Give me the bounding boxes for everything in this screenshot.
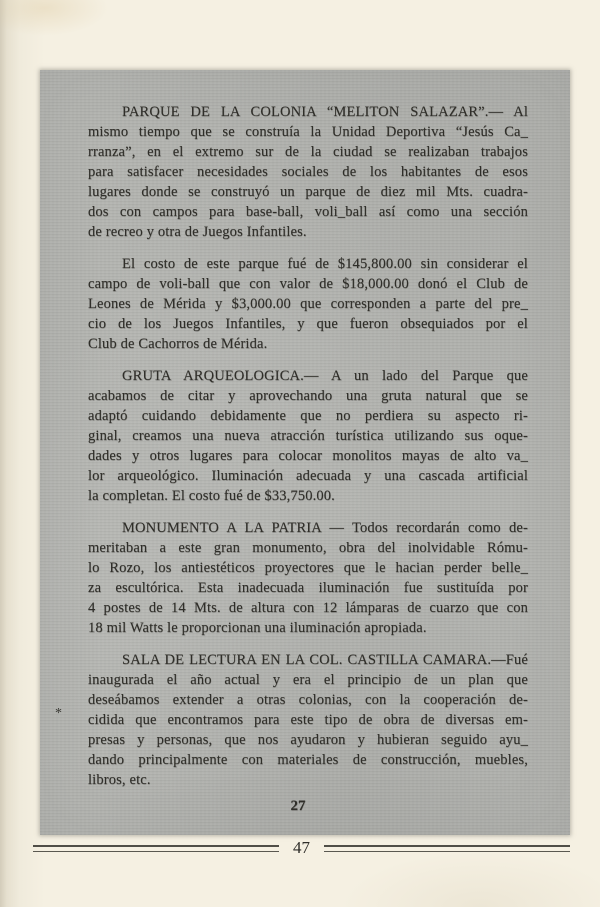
book-page-number: 47 xyxy=(293,838,310,857)
text-line: Leones de Mérida y $3,000.00 que corresponden a parte del pre_ xyxy=(88,296,528,312)
text-line: deseábamos extender a otras colonias, con la cooperación de- xyxy=(88,692,528,708)
text-line: lor arqueológico. Iluminación adecuada y una cascada artificial xyxy=(88,468,528,484)
text-line: inaugurada el año actual y era el principio de un plan que xyxy=(88,672,528,688)
book-folio xyxy=(33,840,570,857)
text-line: SALA DE LECTURA EN LA COL. CASTILLA CAMARA.—Fué xyxy=(122,652,528,668)
text-line: MONUMENTO A LA PATRIA — Todos recordarán como de- xyxy=(122,520,528,536)
folio-rule-left xyxy=(33,845,279,852)
text-line: GRUTA ARQUEOLOGICA.— A un lado del Parque que xyxy=(122,368,528,384)
paragraph xyxy=(88,102,528,242)
paragraph xyxy=(88,366,528,506)
text-line: El costo de este parque fué de $145,800.00 sin considerar el xyxy=(122,256,528,272)
margin-asterisk: * xyxy=(55,706,62,721)
text-line: acabamos de citar y aprovechando una gruta natural que se xyxy=(88,388,528,404)
text-line: para satisfacer necesidades sociales de los habitantes de esos xyxy=(88,164,528,180)
paragraph xyxy=(88,650,528,790)
text-line: dades y otros lugares para colocar monolitos mayas de alto va_ xyxy=(88,448,528,464)
text-line: de recreo y otra de Juegos Infantiles. xyxy=(88,224,307,240)
text-line: cio de los Juegos Infantiles, y que fueron obsequiados por el xyxy=(88,316,528,332)
text-line: campo de voli-ball que con valor de $18,000.00 donó el Club de xyxy=(88,276,528,292)
text-line: adaptó cuidando debidamente que no perdiera su aspecto ri- xyxy=(88,408,528,424)
page-text-column xyxy=(88,102,528,802)
text-line: 18 mil Watts le proporcionan una iluminación apropiada. xyxy=(88,620,427,636)
text-line: lugares donde se construyó un parque de diez mil Mts. cuadra- xyxy=(88,184,528,200)
text-line: libros, etc. xyxy=(88,772,151,788)
text-line: 4 postes de 14 Mts. de altura con 12 lámparas de cuarzo que con xyxy=(88,600,528,616)
text-line: Club de Cachorros de Mérida. xyxy=(88,336,268,352)
text-line: PARQUE DE LA COLONIA “MELITON SALAZAR”.— Al xyxy=(122,104,528,120)
text-line: za escultórica. Esta inadecuada iluminación fue sustituída por xyxy=(88,580,528,596)
text-line: dando principalmente con materiales de construcción, muebles, xyxy=(88,752,528,768)
text-line: ginal, creamos una nueva atracción turística utilizando sus oque- xyxy=(88,428,528,444)
paragraph xyxy=(88,254,528,354)
text-line: presas y personas, que nos ayudaron y hubieran seguido ayu_ xyxy=(88,732,528,748)
text-line: dos con campos para base-ball, voli_ball así como una sección xyxy=(88,204,528,220)
text-line: lo Rozo, los antiestéticos proyectores que le hacian perder belle_ xyxy=(88,560,528,576)
scan-page-number: 27 xyxy=(290,798,306,814)
text-line: rranza”, en el extremo sur de la ciudad se realizaban trabajos xyxy=(88,144,528,160)
paragraph xyxy=(88,518,528,638)
text-line: mismo tiempo que se construía la Unidad Deportiva “Jesús Ca_ xyxy=(88,124,528,140)
text-line: cidida que encontramos para este tipo de obra de diversas em- xyxy=(88,712,528,728)
scanned-page-photo xyxy=(40,70,570,835)
text-line: meritaban a este gran monumento, obra del inolvidable Rómu- xyxy=(88,540,528,556)
text-line: la completan. El costo fué de $33,750.00. xyxy=(88,488,335,504)
folio-rule-right xyxy=(324,845,570,852)
